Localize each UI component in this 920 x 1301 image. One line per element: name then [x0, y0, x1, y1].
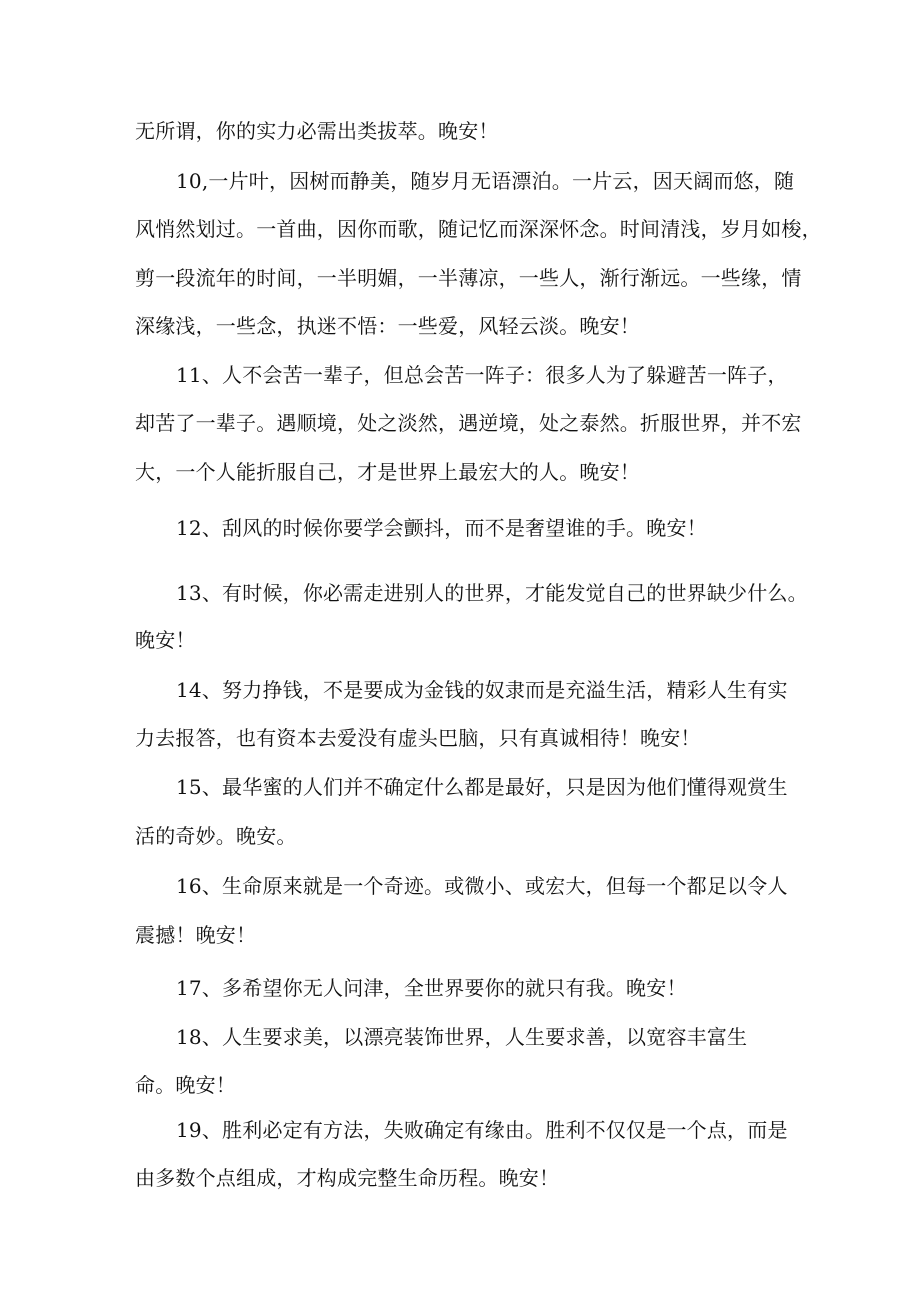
text-line: 18、人生要求美，以漂亮装饰世界，人生要求善，以宽容丰富生 [176, 1025, 748, 1049]
text-line: 活的奇妙。晚安。 [135, 824, 297, 848]
text-line: 16、生命原来就是一个奇迹。或微小、或宏大，但每一个都足以令人 [176, 874, 788, 898]
text-line: 晚安！ [135, 628, 196, 652]
text-line: 17、多希望你无人问津，全世界要你的就只有我。晚安！ [176, 976, 687, 1000]
text-line: 19、胜利必定有方法，失败确定有缘由。胜利不仅仅是一个点，而是 [176, 1118, 788, 1142]
text-line: 13、有时候，你必需走进别人的世界，才能发觉自己的世界缺少什么。 [176, 581, 808, 605]
text-line: 力去报答，也有资本去爱没有虚头巴脑，只有真诚相待！晚安！ [135, 726, 701, 750]
text-line: 11、人不会苦一辈子，但总会苦一阵子：很多人为了躲避苦一阵子， [176, 363, 788, 387]
text-line: 12、刮风的时候你要学会颤抖，而不是奢望谁的手。晚安！ [176, 516, 707, 540]
text-line: 由多数个点组成，才构成完整生命历程。晚安！ [135, 1166, 560, 1190]
text-line: 震撼！晚安！ [135, 923, 257, 947]
text-line: 深缘浅，一些念，执迷不悟：一些爱，风轻云淡。晚安！ [135, 314, 640, 338]
text-line: 剪一段流年的时间，一半明媚，一半薄凉，一些人，渐行渐远。一些缘，情 [135, 266, 802, 290]
text-line: 却苦了一辈子。遇顺境，处之淡然，遇逆境，处之泰然。折服世界，并不宏 [135, 411, 802, 435]
text-line: 10,一片叶，因树而静美，随岁月无语漂泊。一片云，因天阔而悠，随 [176, 169, 795, 193]
text-line: 14、努力挣钱，不是要成为金钱的奴隶而是充溢生活，精彩人生有实 [176, 678, 788, 702]
text-line: 大，一个人能折服自己，才是世界上最宏大的人。晚安！ [135, 460, 640, 484]
text-line: 风悄然划过。一首曲，因你而歌，随记忆而深深怀念。时间清浅，岁月如梭， [135, 217, 822, 241]
text-line: 命。晚安！ [135, 1073, 236, 1097]
text-line: 无所谓，你的实力必需出类拔萃。晚安！ [135, 119, 499, 143]
text-line: 15、最华蜜的人们并不确定什么都是最好，只是因为他们懂得观赏生 [176, 775, 788, 799]
